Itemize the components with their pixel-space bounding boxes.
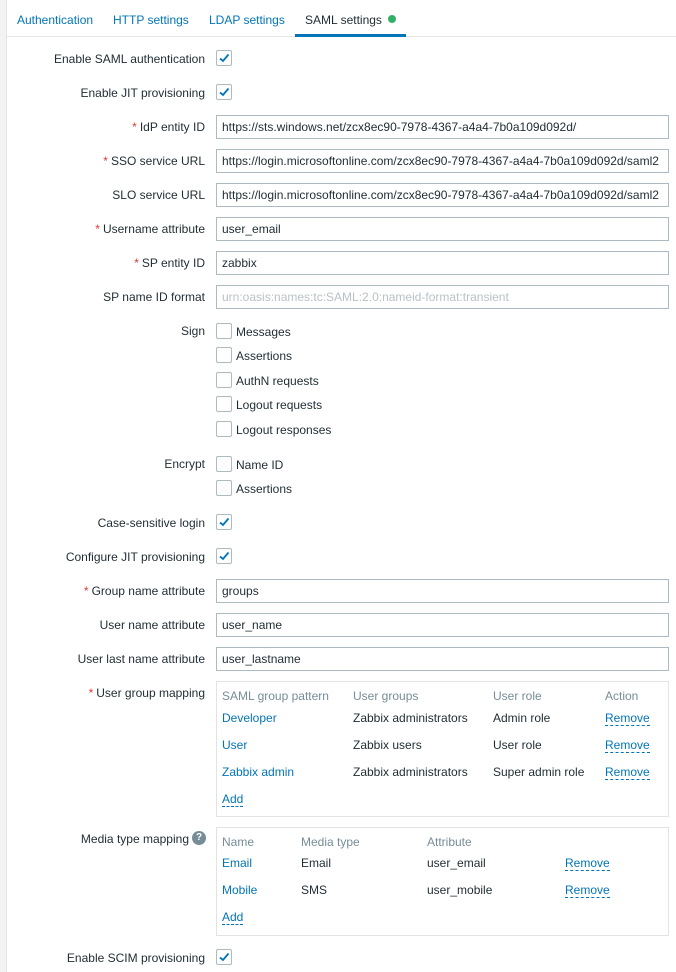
enable-saml-checkbox[interactable] [216,50,232,66]
media-name-link[interactable]: Email [222,856,253,870]
configure-jit-label: Configure JIT provisioning [65,550,205,564]
required-mark: * [103,154,108,168]
column-header: User role [493,689,542,703]
configure-jit-checkbox[interactable] [216,548,232,564]
add-group-mapping-button[interactable]: Add [222,792,244,806]
case-sensitive-checkbox[interactable] [216,514,232,530]
encrypt-name-id-label: Name ID [236,458,284,472]
table-cell: Email [301,856,332,870]
column-header: Action [605,689,639,703]
sign-logout-requests-checkbox[interactable] [216,396,232,412]
column-header: User groups [353,689,419,703]
user-name-attribute-input[interactable] [216,613,669,637]
sign-authn-requests-label: AuthN requests [236,374,319,388]
user-group-mapping-table [216,681,669,817]
group-pattern-link[interactable]: Developer [222,711,277,725]
enable-saml-label: Enable SAML authentication [54,52,205,66]
help-icon[interactable]: ? [192,831,206,845]
checkmark-icon [218,516,230,528]
tab-authentication[interactable]: Authentication [17,13,94,27]
sp-name-id-format-input[interactable] [216,285,669,309]
tab-bar [7,0,676,37]
add-media-mapping-button[interactable]: Add [222,910,244,924]
checkmark-icon [218,951,230,963]
required-mark: * [134,256,139,270]
saml-settings-panel [6,0,676,972]
sign-messages-checkbox[interactable] [216,323,232,339]
table-cell: user_email [427,856,486,870]
table-cell: User role [493,738,542,752]
tab-saml-settings[interactable]: SAML settings [295,0,406,37]
sign-messages-label: Messages [236,325,291,339]
media-type-mapping-table [216,827,669,936]
enable-jit-label: Enable JIT provisioning [80,86,205,100]
sso-url-input[interactable] [216,149,669,173]
enable-scim-checkbox[interactable] [216,949,232,965]
sign-label: Sign [180,324,205,338]
remove-button[interactable]: Remove [605,738,650,752]
remove-button[interactable]: Remove [605,765,650,779]
sso-url-label: * SSO service URL [103,154,205,168]
encrypt-assertions-label: Assertions [236,482,293,496]
table-cell: Zabbix administrators [353,765,468,779]
column-header: SAML group pattern [222,689,329,703]
slo-url-input[interactable] [216,183,669,207]
checkmark-icon [218,52,230,64]
sp-entity-id-label: * SP entity ID [134,256,205,270]
column-header: Name [222,835,255,849]
remove-button[interactable]: Remove [565,856,610,870]
user-lastname-attribute-input[interactable] [216,647,669,671]
case-sensitive-label: Case-sensitive login [97,516,205,530]
required-mark: * [132,120,137,134]
media-name-link[interactable]: Mobile [222,883,258,897]
username-attribute-input[interactable] [216,217,669,241]
user-lastname-attribute-label: User last name attribute [77,652,205,666]
table-cell: Zabbix administrators [353,711,468,725]
group-pattern-link[interactable]: User [222,738,248,752]
user-group-mapping-label: * User group mapping [88,686,205,700]
sp-entity-id-input[interactable] [216,251,669,275]
idp-entity-id-input[interactable] [216,115,669,139]
table-cell: Admin role [493,711,551,725]
idp-entity-id-label: * IdP entity ID [132,120,205,134]
sp-name-id-format-label: SP name ID format [103,290,205,304]
sign-assertions-label: Assertions [236,349,293,363]
required-mark: * [83,584,89,598]
group-pattern-link[interactable]: Zabbix admin [222,765,295,779]
table-cell: user_mobile [427,883,493,897]
column-header: Attribute [427,835,472,849]
sign-assertions-checkbox[interactable] [216,347,232,363]
group-name-attribute-label: * Group name attribute [83,584,205,598]
sign-logout-requests-label: Logout requests [236,398,323,412]
remove-button[interactable]: Remove [605,711,650,725]
checkmark-icon [218,86,230,98]
sign-logout-responses-label: Logout responses [236,423,332,437]
media-type-mapping-label: Media type mapping [80,832,189,846]
user-name-attribute-label: User name attribute [99,618,205,632]
sign-authn-requests-checkbox[interactable] [216,372,232,388]
encrypt-label: Encrypt [164,457,205,471]
sign-logout-responses-checkbox[interactable] [216,421,232,437]
enable-scim-label: Enable SCIM provisioning [66,951,205,965]
column-header: Media type [301,835,360,849]
slo-url-label: SLO service URL [112,188,205,202]
table-cell: Zabbix users [353,738,422,752]
status-ok-icon [388,15,396,23]
encrypt-assertions-checkbox[interactable] [216,480,232,496]
group-name-attribute-input[interactable] [216,579,669,603]
tab-http-settings[interactable]: HTTP settings [113,13,189,27]
required-mark: * [95,222,100,236]
checkmark-icon [218,550,230,562]
tab-ldap-settings[interactable]: LDAP settings [209,13,285,27]
enable-jit-checkbox[interactable] [216,84,232,100]
table-cell: SMS [301,883,328,897]
username-attribute-label: * Username attribute [95,222,205,236]
remove-button[interactable]: Remove [565,883,610,897]
table-cell: Super admin role [493,765,585,779]
required-mark: * [88,686,94,700]
encrypt-name-id-checkbox[interactable] [216,456,232,472]
